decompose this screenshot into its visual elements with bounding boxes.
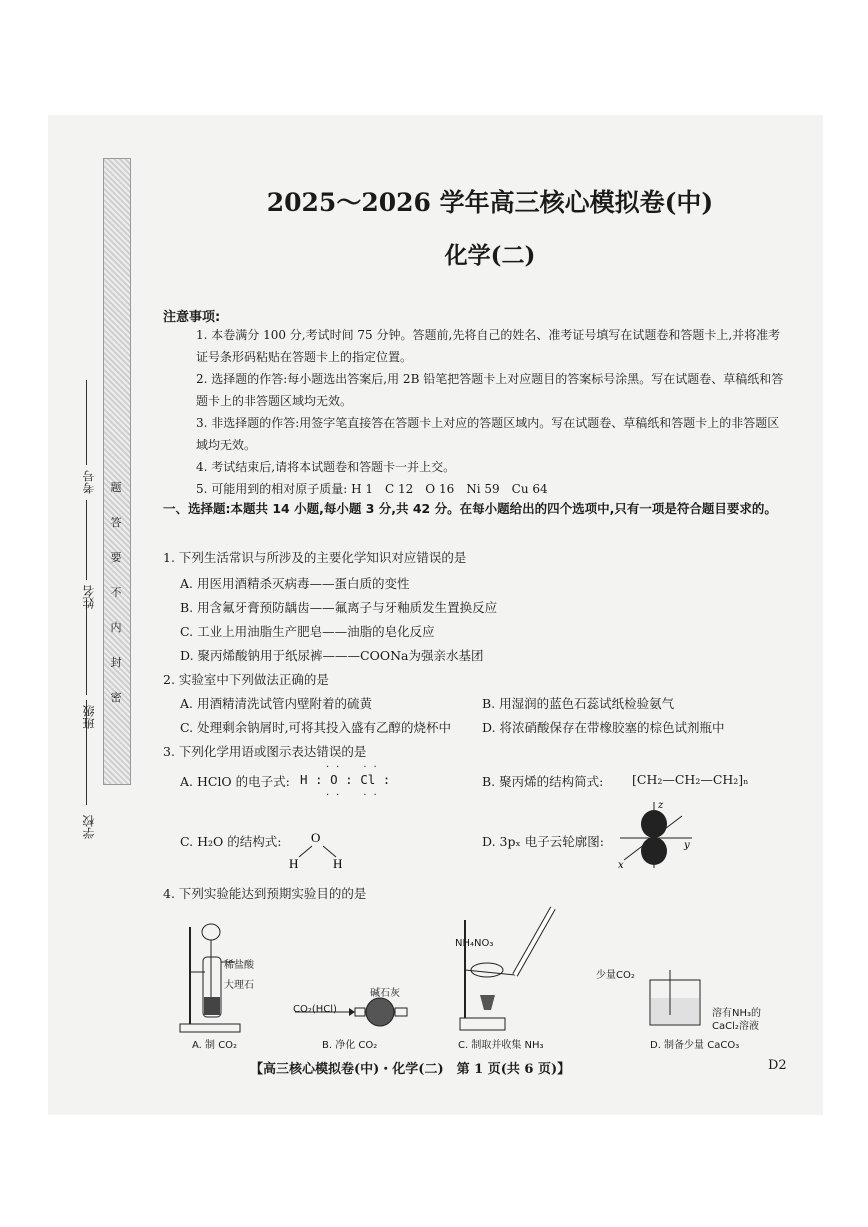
question-3-stem: 3. 下列化学用语或图示表达错误的是 <box>163 744 367 759</box>
ammonia-apparatus <box>455 900 575 1035</box>
co2-generator-apparatus <box>175 912 255 1037</box>
reagent-label: 溶有NH₃的 <box>712 1008 762 1019</box>
reagent-label: CaCl₂溶液 <box>712 1021 759 1032</box>
class-field-line[interactable] <box>86 600 87 695</box>
question-1-option-b[interactable]: B. 用含氟牙膏预防龋齿——氟离子与牙釉质发生置换反应 <box>180 600 498 615</box>
reagent-label: 大理石 <box>224 980 254 991</box>
notes-heading: 注意事项: <box>163 310 221 325</box>
p-orbital-diagram <box>612 798 697 870</box>
name-field-line[interactable] <box>86 500 87 580</box>
option-caption[interactable]: A. 制 CO₂ <box>192 1040 238 1051</box>
page-title: 2025～2026 学年高三核心模拟卷(中) <box>266 188 714 217</box>
lone-pair-dots: ·· ·· <box>326 790 384 801</box>
seal-char: 不 <box>110 586 122 599</box>
exam-number-field-label: 考号 <box>82 470 96 494</box>
question-1-option-d[interactable]: D. 聚丙烯酸钠用于纸尿裤———COONa为强亲水基团 <box>180 648 484 663</box>
question-3-option-d[interactable]: D. 3pₓ 电子云轮廓图: <box>482 834 604 849</box>
reagent-label: CO₂(HCl) <box>293 1004 337 1015</box>
question-2-stem: 2. 实验室中下列做法正确的是 <box>163 672 329 687</box>
seal-char: 要 <box>110 551 122 564</box>
note-item: 5. 可能用到的相对原子质量: H 1 C 12 O 16 Ni 59 Cu 64 <box>196 482 548 496</box>
note-item: 3. 非选择题的作答:用签字笔直接答在答题卡上对应的答题区域内。写在试题卷、草稿纸和答题卡上的非答题区域均无效。 <box>196 416 780 452</box>
question-3-option-b[interactable]: B. 聚丙烯的结构简式: <box>482 774 604 789</box>
reagent-label: 少量CO₂ <box>596 970 635 981</box>
question-3-option-a[interactable]: A. HClO 的电子式: <box>180 774 290 789</box>
beaker-apparatus <box>640 970 710 1030</box>
svg-text:x: x <box>618 860 624 870</box>
question-4-stem: 4. 下列实验能达到预期实验目的的是 <box>163 886 367 901</box>
seal-char: 答 <box>110 516 122 529</box>
seal-char: 内 <box>110 621 122 634</box>
svg-text:y: y <box>684 840 690 851</box>
school-field-label: 学校 <box>82 815 96 839</box>
reagent-label: NH₄NO₃ <box>455 938 494 949</box>
class-field-label: 班级 <box>82 705 96 729</box>
option-caption[interactable]: B. 净化 CO₂ <box>322 1040 378 1051</box>
section-heading: 一、选择题:本题共 14 小题,每小题 3 分,共 42 分。在每小题给出的四个选项中,只有一项是符合题目要求的。 <box>163 501 777 516</box>
question-1-option-a[interactable]: A. 用医用酒精杀灭病毒——蛋白质的变性 <box>180 576 410 591</box>
question-2-option-c[interactable]: C. 处理剩余钠屑时,可将其投入盛有乙醇的烧杯中 <box>180 720 452 735</box>
reagent-label: 稀盐酸 <box>224 960 254 971</box>
note-item: 4. 考试结束后,请将本试题卷和答题卡一并上交。 <box>196 460 456 474</box>
question-2-option-d[interactable]: D. 将浓硝酸保存在带橡胶塞的棕色试剂瓶中 <box>482 720 725 735</box>
question-2-option-a[interactable]: A. 用酒精清洗试管内壁附着的硫黄 <box>180 696 372 711</box>
note-item: 2. 选择题的作答:每小题选出答案后,用 2B 铅笔把答题卡上对应题目的答案标号涂黑。写在试题卷、草稿纸和答题卡上的非答题区域均无效。 <box>196 372 784 408</box>
question-1-stem: 1. 下列生活常识与所涉及的主要化学知识对应错误的是 <box>163 550 467 565</box>
note-item: 1. 本卷满分 100 分,考试时间 75 分钟。答题前,先将自己的姓名、准考证号填写在试题卷和答题卡上,并将准考证号条形码粘贴在答题卡上的指定位置。 <box>196 328 781 364</box>
svg-text:H: H <box>333 856 343 871</box>
water-structure-diagram <box>285 826 355 871</box>
svg-text:z: z <box>658 800 664 811</box>
option-caption[interactable]: C. 制取并收集 NH₃ <box>458 1040 544 1051</box>
seal-text <box>106 470 126 715</box>
question-1-option-c[interactable]: C. 工业上用油脂生产肥皂——油脂的皂化反应 <box>180 624 435 639</box>
option-caption[interactable]: D. 制备少量 CaCO₃ <box>650 1040 740 1051</box>
question-2-option-b[interactable]: B. 用湿润的蓝色石蕊试纸检验氨气 <box>482 696 675 711</box>
page-subtitle: 化学(二) <box>444 242 536 269</box>
seal-char: 封 <box>110 656 122 669</box>
page-footer: 【高三核心模拟卷(中)・化学(二) 第 1 页(共 6 页)】 <box>250 1062 571 1077</box>
lone-pair-dots: ·· ·· <box>326 762 384 773</box>
hclo-electron-formula: H : O : Cl : <box>300 772 391 787</box>
paper-code: D2 <box>768 1058 787 1073</box>
svg-text:H: H <box>289 856 299 871</box>
question-3-option-c[interactable]: C. H₂O 的结构式: <box>180 834 282 849</box>
seal-char: 题 <box>110 481 122 494</box>
name-field-label: 姓名 <box>82 585 96 609</box>
reagent-label: 碱石灰 <box>370 988 400 999</box>
seal-char: 密 <box>110 691 122 704</box>
polypropylene-formula: [CH₂—CH₂—CH₂]ₙ <box>632 772 749 787</box>
svg-text:O: O <box>311 830 321 845</box>
exam-number-field-line[interactable] <box>86 380 87 465</box>
